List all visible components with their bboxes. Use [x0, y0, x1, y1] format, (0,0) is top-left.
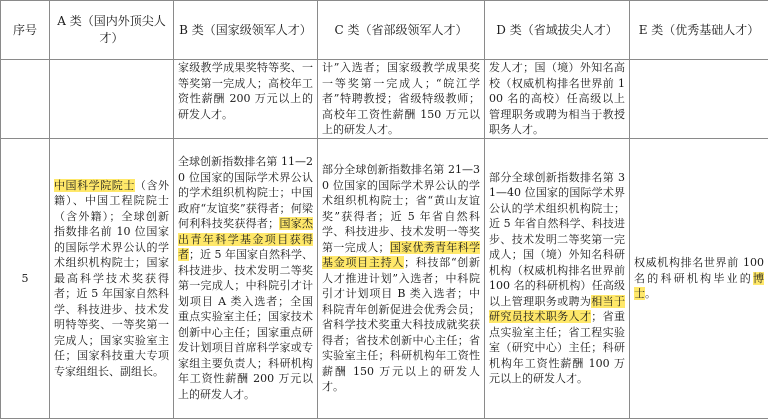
- header-class-c: C 类（省部级领军人才）: [318, 1, 485, 60]
- row5-b-text: 全球创新指数排名第 11—20 位国家的国际学术界公认的学术组织机构院士；中国政府“友谊奖”获得者；何梁何利科技奖获得者；国家杰出青年科学基金项目获得者；近 5 年国家自然科学、科技进步、技术发明二等奖第一完成人；中科院引才计划项目 A 类入选者；全国重点实验室主任；国家技术创新中心主任；国家重点研发计划项目首席科学家或专家组主要负责人；科研机构年工资性薪酬 200 万元以上的研发人才。: [178, 155, 314, 401]
- highlight-mark: 中国科学院院士: [54, 178, 135, 192]
- row5-c-cell: [318, 138, 485, 419]
- highlight-mark: 相当于研究员技术职务人才: [489, 294, 626, 324]
- prev-e-cell: [630, 60, 768, 139]
- row5-a-cell: [50, 138, 174, 419]
- highlight-mark: 国家杰出青年科学基金项目获得者: [178, 217, 314, 262]
- header-seq: 序号: [1, 1, 50, 60]
- prev-b-text: 家级教学成果奖特等奖、一等奖第一完成人；高校年工资性薪酬 200 万元以上的研发人才。: [178, 61, 313, 121]
- prev-c-cell: [318, 60, 485, 139]
- table-row: [1, 138, 768, 419]
- row5-b-cell: [174, 138, 318, 419]
- row5-d-text: 部分全球创新指数排名第 31—40 位国家的国际学术界公认的学术组织机构院士；近 5 年省自然科学、科技进步、技术发明二等奖第一完成人；国（境）外知名科研机构（权威机构排名世界前 100 名的科研机构）任高级以上管理职务或聘为相当于研究员技术职务人才；省重点实验室主任；省工程实验室（研究中心）主任；科研机构年工资性薪酬 100 万元以上的研发人才。: [489, 170, 626, 386]
- row5-seq: 5: [1, 138, 50, 419]
- highlight-mark: 国家优秀青年科学基金项目主持人: [322, 240, 481, 269]
- prev-c-text: 计”入选者；国家级教学成果奖一等奖第一完成人；“皖江学者”特聘教授；省级特级教师；高校年工资性薪酬 150 万元以上的研发人才。: [322, 61, 480, 136]
- table-row: [1, 60, 768, 139]
- row5-e-text: 权威机构排名世界前 100 名的科研机构毕业的博士。: [634, 256, 764, 300]
- row5-c-text: 部分全球创新指数排名第 21—30 位国家的国际学术界公认的学术组织机构院士；省“黄山友谊奖”获得者；近 5 年省自然科学、科技进步、技术发明一等奖第一完成人；国家优秀青年科学基金项目主持人；科技部“创新人才推进计划”入选者；中科院引才计划项目 B 类入选者；中科院青年创新促进会优秀会员；省科学技术奖重大科技成就奖获得者；省技术创新中心主任；省实验室主任；科研机构年工资性薪酬 150 万元以上的研发人才。: [322, 163, 481, 393]
- header-class-a: A 类（国内外顶尖人才）: [50, 1, 174, 60]
- row5-e-cell: [630, 138, 768, 419]
- prev-a-cell: [50, 60, 174, 139]
- prev-b-cell: [174, 60, 318, 139]
- header-class-b: B 类（国家级领军人才）: [174, 1, 318, 60]
- header-class-d: D 类（省域拔尖人才）: [485, 1, 630, 60]
- header-class-e: E 类（优秀基础人才）: [630, 1, 768, 60]
- highlight-mark: 博士: [634, 271, 764, 300]
- prev-d-cell: [485, 60, 630, 139]
- row5-a-text: 中国科学院院士（含外籍）、中国工程院院士（含外籍）；全球创新指数排名前 10 位国家的国际学术界公认的学术组织机构院士；国家最高科学技术奖获得者；近 5 年国家自然科学、科技进步、技术发明特等奖、一等奖第一完成人；国家实验室主任；国家科技重大专项专家组组长、副组长。: [54, 178, 170, 378]
- prev-d-text: 发人才；国（境）外知名高校（权威机构排名世界前 100 名的高校）任高级以上管理职务或聘为相当于教授职务人才。: [489, 61, 625, 136]
- row5-d-cell: [485, 138, 630, 419]
- table-header-row: [1, 1, 768, 60]
- prev-seq-cell: [1, 60, 50, 139]
